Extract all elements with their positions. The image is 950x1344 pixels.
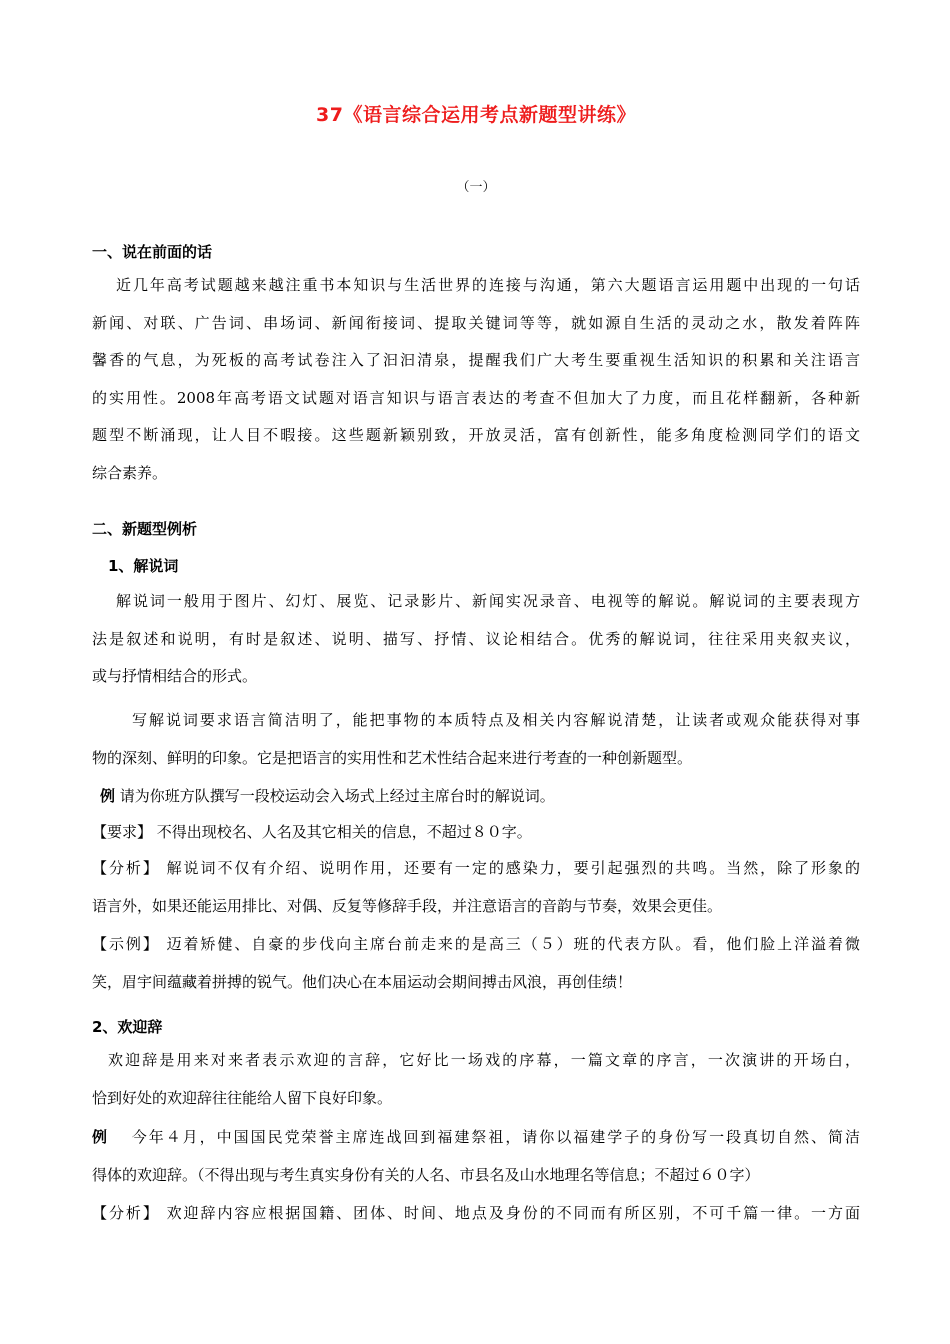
analysis-text: 欢迎辞内容应根据国籍、团体、时间、地点及身份的不同而有所区别，不可千篇一律。一方面 (166, 1204, 860, 1222)
sub2-heading: 2、欢迎辞 (92, 1018, 163, 1036)
sub1-example (92, 778, 860, 816)
sub1-line: 解说词一般用于图片、幻灯、展览、记录影片、新闻实况录音、电视等的解说。解说词的主要表现方 (116, 592, 860, 610)
analysis-label: 【分析】 (92, 859, 160, 877)
section1-line: 馨香的气息，为死板的高考试卷注入了汩汩清泉，提醒我们广大考生要重视生活知识的积累和关注语言 (92, 351, 860, 370)
sub1-line: 写解说词要求语言简洁明了，能把事物的本质特点及相关内容解说清楚，让读者或观众能获得对事 (132, 711, 860, 729)
sub2-paragraph-1 (92, 1042, 860, 1117)
sub1-heading: 1、解说词 (108, 557, 179, 575)
requirement-text: 不得出现校名、人名及其它相关的信息，不超过８０字。 (156, 823, 532, 841)
example-label: 例 (100, 787, 116, 805)
section1-heading: 一、说在前面的话 (92, 243, 213, 261)
sub1-line: 物的深刻、鲜明的印象。它是把语言的实用性和艺术性结合起来进行考查的一种创新题型。 (92, 748, 693, 767)
sub1-paragraph-2 (92, 702, 860, 777)
sub1-paragraph-1 (92, 583, 860, 696)
section1-paragraph (92, 267, 860, 493)
example-line: 今年４月，中国国民党荣誉主席连战回到福建祭祖，请你以福建学子的身份写一段真切自然、简洁 (131, 1128, 860, 1146)
document-subtitle: （一） (456, 180, 496, 195)
example-line: 得体的欢迎辞。（不得出现与考生真实身份有关的人名、市县名及山水地理名等信息；不超过６０字） (92, 1165, 760, 1184)
sub1-line: 或与抒情相结合的形式。 (92, 667, 258, 686)
sub2-example (92, 1119, 860, 1194)
section1-line: 近几年高考试题越来越注重书本知识与生活世界的连接与沟通，第六大题语言运用题中出现的一句话 (116, 276, 860, 294)
section1-line: 题型不断涌现，让人目不暇接。这些题新颖别致，开放灵活，富有创新性，能多角度检测同学们的语文 (92, 426, 860, 445)
requirement-label: 【要求】 (92, 823, 153, 841)
example-label: 例 (92, 1128, 109, 1146)
sample-line: 迈着矫健、自豪的步伐向主席台前走来的是高三（５）班的代表方队。看，他们脸上洋溢着微 (166, 935, 860, 953)
example-text: 请为你班方队撰写一段校运动会入场式上经过主席台时的解说词。 (119, 787, 555, 805)
sub1-requirement (92, 814, 860, 852)
analysis-label: 【分析】 (92, 1204, 160, 1222)
section1-line: 综合素养。 (92, 463, 168, 482)
section1-line: 新闻、对联、广告词、串场词、新闻衔接词、提取关键词等等，就如源自生活的灵动之水，散发着阵阵 (92, 313, 860, 332)
sample-label: 【示例】 (92, 935, 160, 953)
sub1-sample (92, 926, 860, 1001)
section2-heading: 二、新题型例析 (92, 520, 198, 538)
sub2-line: 欢迎辞是用来对来者表示欢迎的言辞，它好比一场戏的序幕，一篇文章的序言，一次演讲的开场白， (108, 1051, 860, 1069)
analysis-line: 解说词不仅有介绍、说明作用，还要有一定的感染力，要引起强烈的共鸣。当然，除了形象的 (166, 859, 860, 877)
document-title: 37《语言综合运用考点新题型讲练》 (316, 104, 636, 126)
section1-line: 的实用性。2008年高考语文试题对语言知识与语言表达的考查不但加大了力度，而且花样翻新，各种新 (92, 388, 860, 407)
sub2-line: 恰到好处的欢迎辞往往能给人留下良好印象。 (92, 1088, 393, 1107)
sub2-analysis (92, 1195, 860, 1233)
sub1-line: 法是叙述和说明，有时是叙述、说明、描写、抒情、议论相结合。优秀的解说词，往往采用夹叙夹议， (92, 629, 860, 648)
analysis-line: 语言外，如果还能运用排比、对偶、反复等修辞手段，并注意语言的音韵与节奏，效果会更佳。 (92, 896, 723, 915)
sub1-analysis (92, 850, 860, 925)
sample-line: 笑，眉宇间蕴藏着拼搏的锐气。他们决心在本届运动会期间搏击风浪，再创佳绩！ (92, 972, 633, 991)
